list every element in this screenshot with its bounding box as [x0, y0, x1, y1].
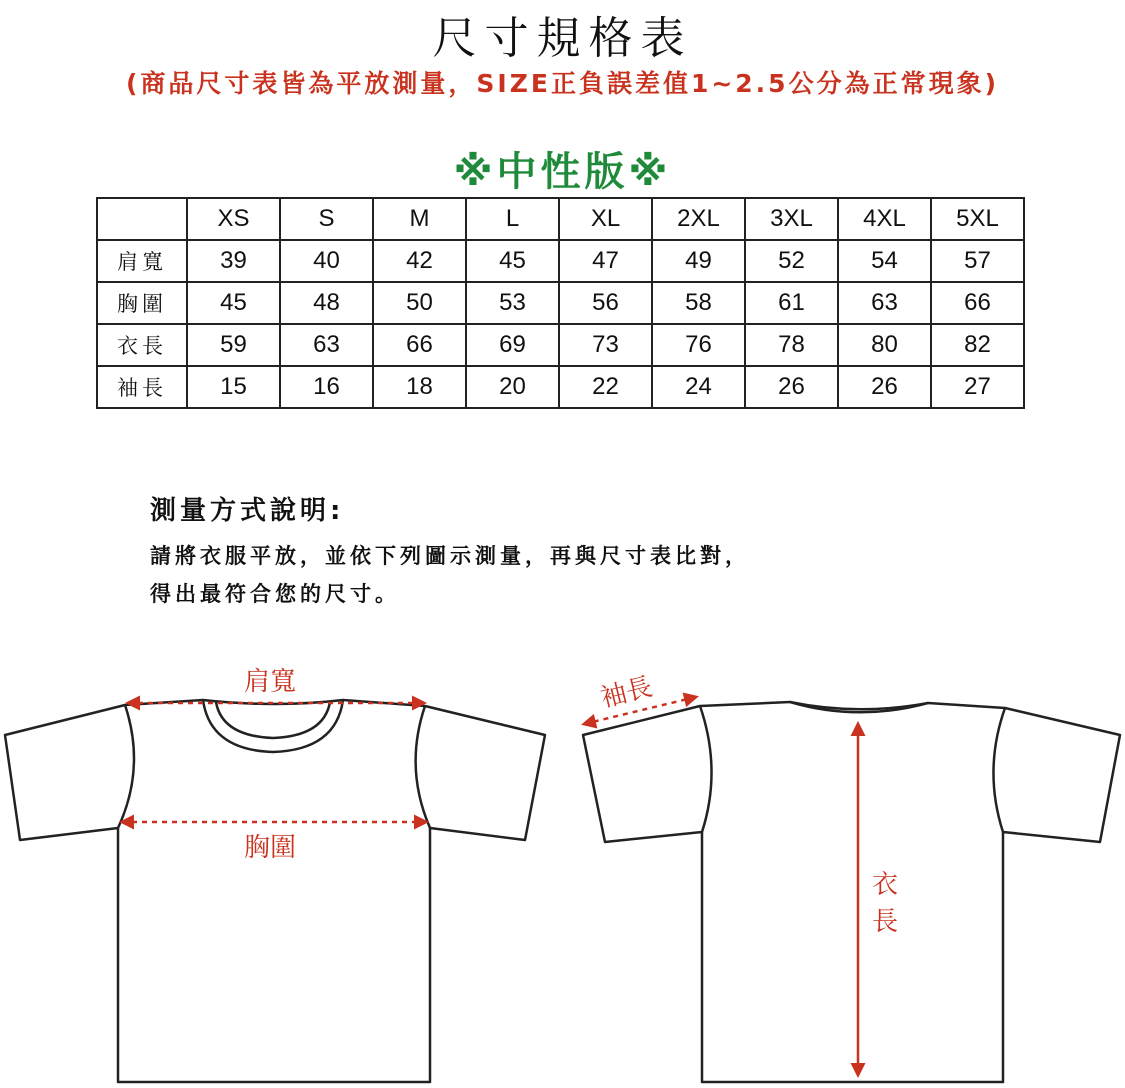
front-shirt-outline — [5, 700, 545, 1082]
size-header-5xl: 5XL — [931, 198, 1024, 240]
front-collar — [203, 700, 343, 752]
size-header-4xl: 4XL — [838, 198, 931, 240]
table-cell: 56 — [559, 282, 652, 324]
table-cell: 45 — [466, 240, 559, 282]
instructions-line-2: 得出最符合您的尺寸。 — [150, 582, 400, 606]
table-cell: 52 — [745, 240, 838, 282]
chest-width-label: 胸圍 — [244, 833, 297, 863]
table-cell: 26 — [745, 366, 838, 408]
table-cell: 57 — [931, 240, 1024, 282]
row-label-sleeve: 袖長 — [97, 366, 187, 408]
table-cell: 63 — [280, 324, 373, 366]
page-title: 尺寸規格表 — [432, 13, 693, 64]
table-cell: 80 — [838, 324, 931, 366]
back-left-armhole — [700, 706, 712, 832]
instructions-line-1: 請將衣服平放，並依下列圖示測量，再與尺寸表比對， — [150, 544, 750, 568]
measurement-note: (商品尺寸表皆為平放測量，SIZE正負誤差值1~2.5公分為正常現象) — [126, 69, 999, 98]
table-cell: 22 — [559, 366, 652, 408]
front-left-armhole — [118, 705, 134, 828]
table-cell: 18 — [373, 366, 466, 408]
shoulder-width-label: 肩寬 — [244, 667, 297, 697]
table-cell: 45 — [187, 282, 280, 324]
table-cell: 73 — [559, 324, 652, 366]
table-cell: 42 — [373, 240, 466, 282]
size-header-l: L — [466, 198, 559, 240]
table-cell: 53 — [466, 282, 559, 324]
instructions-heading: 測量方式說明: — [150, 496, 345, 526]
row-label-chest: 胸圍 — [97, 282, 187, 324]
table-cell: 50 — [373, 282, 466, 324]
table-cell: 69 — [466, 324, 559, 366]
table-cell: 59 — [187, 324, 280, 366]
table-cell: 26 — [838, 366, 931, 408]
table-cell: 48 — [280, 282, 373, 324]
size-header-3xl: 3XL — [745, 198, 838, 240]
table-cell: 54 — [838, 240, 931, 282]
table-cell: 24 — [652, 366, 745, 408]
table-cell: 78 — [745, 324, 838, 366]
table-cell: 27 — [931, 366, 1024, 408]
size-header-m: M — [373, 198, 466, 240]
body-length-label-top: 衣 — [872, 870, 899, 900]
sleeve-length-label: 袖長 — [597, 672, 656, 714]
size-header-xl: XL — [559, 198, 652, 240]
back-shirt-outline — [583, 702, 1120, 1082]
size-header-s: S — [280, 198, 373, 240]
table-cell: 47 — [559, 240, 652, 282]
table-cell: 16 — [280, 366, 373, 408]
table-cell: 63 — [838, 282, 931, 324]
back-tshirt-illustration — [583, 702, 1120, 1082]
table-cell: 40 — [280, 240, 373, 282]
table-cell: 58 — [652, 282, 745, 324]
table-cell: 61 — [745, 282, 838, 324]
table-cell: 66 — [373, 324, 466, 366]
table-cell: 49 — [652, 240, 745, 282]
front-right-armhole — [416, 706, 430, 828]
table-cell: 15 — [187, 366, 280, 408]
table-cell: 82 — [931, 324, 1024, 366]
unisex-version-label: ※中性版※ — [453, 149, 672, 195]
row-label-length: 衣長 — [97, 324, 187, 366]
size-header-xs: XS — [187, 198, 280, 240]
table-cell: 76 — [652, 324, 745, 366]
row-label-shoulder: 肩寬 — [97, 240, 187, 282]
body-length-label-bottom: 長 — [872, 907, 899, 937]
back-right-armhole — [993, 708, 1005, 832]
size-header-2xl: 2XL — [652, 198, 745, 240]
table-cell: 66 — [931, 282, 1024, 324]
front-tshirt-illustration — [5, 700, 545, 1082]
table-cell: 39 — [187, 240, 280, 282]
table-cell: 20 — [466, 366, 559, 408]
